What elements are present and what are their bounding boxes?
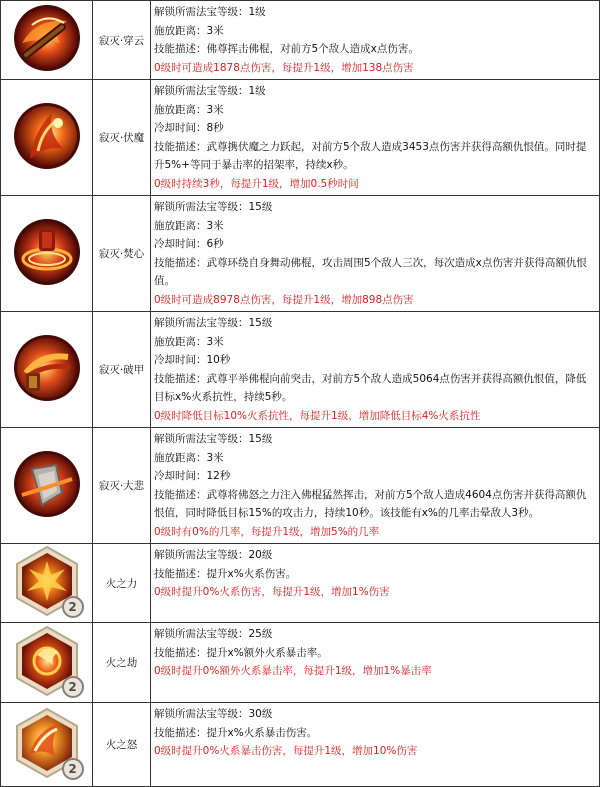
skill-growth-text: 0级时提升0%火系伤害，每提升1级，增加1%伤害: [154, 586, 390, 598]
skill-effect-text: 技能描述：武尊携伏魔之力跃起，对前方5个敌人造成3453点伤害并获得高额仇恨值。同时提升5%+等同于暴击率的招架率，持续x秒。: [154, 140, 587, 171]
fire-fury-hex-icon: [11, 707, 83, 783]
skill-description: [151, 703, 600, 787]
skill-unlock-level: 解锁所需法宝等级：1级: [154, 6, 266, 18]
skill-description: [151, 544, 600, 623]
skill-cast-range: 施放距离：3米: [154, 451, 224, 464]
skill-cooldown: 冷却时间：12秒: [154, 470, 231, 482]
skill-icon-cell: [1, 312, 93, 428]
skill-level-badge: 2: [62, 758, 84, 780]
skill-effect-text: 技能描述：提升x%额外火系暴击率。: [154, 646, 328, 659]
skill-level-badge: 2: [62, 676, 84, 698]
skill-level-badge: 2: [62, 596, 84, 618]
skill-growth-text: 0级时提升0%火系暴击伤害，每提升1级，增加10%伤害: [154, 745, 418, 757]
skill-row: [1, 312, 600, 428]
skill-cooldown: 冷却时间：10秒: [154, 354, 231, 366]
skill-icon-cell: [1, 623, 93, 703]
skill-description: [151, 312, 600, 428]
skill-cast-range: 施放距离：3米: [154, 103, 224, 116]
skill-cast-range: 施放距离：3米: [154, 219, 224, 232]
skill-row: [1, 428, 600, 544]
skill-icon-cell: [1, 196, 93, 312]
fire-leap-icon: [12, 101, 82, 175]
fire-crit-hex-icon: [11, 625, 83, 701]
skill-description: [151, 623, 600, 703]
fire-thrust-icon: [12, 333, 82, 407]
skill-row: [1, 1, 600, 80]
skill-row: [1, 544, 600, 623]
skill-effect-text: 技能描述：武尊环绕自身舞动佛棍，攻击周围5个敌人三次，每次造成x点伤害并获得高额仇恨值。: [154, 256, 587, 287]
skill-icon-cell: [1, 1, 93, 80]
skill-unlock-level: 解锁所需法宝等级：30级: [154, 708, 273, 720]
skill-effect-text: 技能描述：提升x%火系伤害。: [154, 567, 297, 580]
skill-unlock-level: 解锁所需法宝等级：15级: [154, 317, 273, 329]
skill-icon-cell: [1, 428, 93, 544]
skill-name: 寂灭·破甲: [93, 312, 151, 428]
skill-cooldown: 冷却时间：6秒: [154, 238, 224, 250]
skill-unlock-level: 解锁所需法宝等级：1级: [154, 85, 266, 97]
skill-name: 寂灭·大悲: [93, 428, 151, 544]
skill-row: [1, 703, 600, 787]
skill-description: [151, 1, 600, 80]
skill-effect-text: 技能描述：武尊将佛怒之力注入佛棍猛然挥击，对前方5个敌人造成4604点伤害并获得高额仇恨值，同时降低目标15%的攻击力，持续10秒。该技能有x%的几率击晕敌人3秒。: [154, 488, 587, 519]
skill-growth-text: 0级时提升0%额外火系暴击率，每提升1级，增加1%暴击率: [154, 665, 432, 677]
skill-effect-text: 技能描述：佛尊挥击佛棍，对前方5个敌人造成x点伤害。: [154, 43, 419, 55]
fire-swirl-staff-icon: [12, 3, 82, 77]
skill-icon-cell: [1, 544, 93, 623]
skill-row: [1, 80, 600, 196]
skill-description: [151, 196, 600, 312]
skill-effect-text: 技能描述：武尊平举佛棍向前突击，对前方5个敌人造成5064点伤害并获得高额仇恨值，降低目标x%火系抗性，持续5秒。: [154, 372, 587, 403]
skill-row: [1, 196, 600, 312]
skill-name: 寂灭·伏魔: [93, 80, 151, 196]
skill-unlock-level: 解锁所需法宝等级：25级: [154, 628, 273, 640]
skill-unlock-level: 解锁所需法宝等级：15级: [154, 433, 273, 445]
skill-name: 火之力: [93, 544, 151, 623]
skill-row: [1, 623, 600, 703]
skill-description: [151, 80, 600, 196]
skill-name: 寂灭·穿云: [93, 1, 151, 80]
skill-name: 火之劫: [93, 623, 151, 703]
fire-ring-icon: [12, 217, 82, 291]
fire-shield-icon: [12, 449, 82, 523]
skill-effect-text: 技能描述：提升x%火系暴击伤害。: [154, 726, 318, 739]
skill-unlock-level: 解锁所需法宝等级：15级: [154, 201, 273, 213]
skill-growth-text: 0级时有0%的几率，每提升1级，增加5%的几率: [154, 525, 380, 538]
skill-cooldown: 冷却时间：8秒: [154, 122, 224, 134]
skill-unlock-level: 解锁所需法宝等级：20级: [154, 549, 273, 561]
skill-name: 寂灭·焚心: [93, 196, 151, 312]
skill-cast-range: 施放距离：3米: [154, 24, 224, 37]
skill-name: 火之怒: [93, 703, 151, 787]
skill-growth-text: 0级时可造成1878点伤害，每提升1级，增加138点伤害: [154, 61, 414, 74]
skill-growth-text: 0级时持续3秒，每提升1级，增加0.5秒时间: [154, 177, 359, 190]
fire-power-hex-icon: [11, 545, 83, 621]
skill-growth-text: 0级时可造成8978点伤害，每提升1级，增加898点伤害: [154, 293, 414, 306]
skill-description: [151, 428, 600, 544]
skill-cast-range: 施放距离：3米: [154, 335, 224, 348]
skill-growth-text: 0级时降低目标10%火系抗性，每提升1级，增加降低目标4%火系抗性: [154, 409, 481, 422]
skill-icon-cell: [1, 703, 93, 787]
skill-icon-cell: [1, 80, 93, 196]
